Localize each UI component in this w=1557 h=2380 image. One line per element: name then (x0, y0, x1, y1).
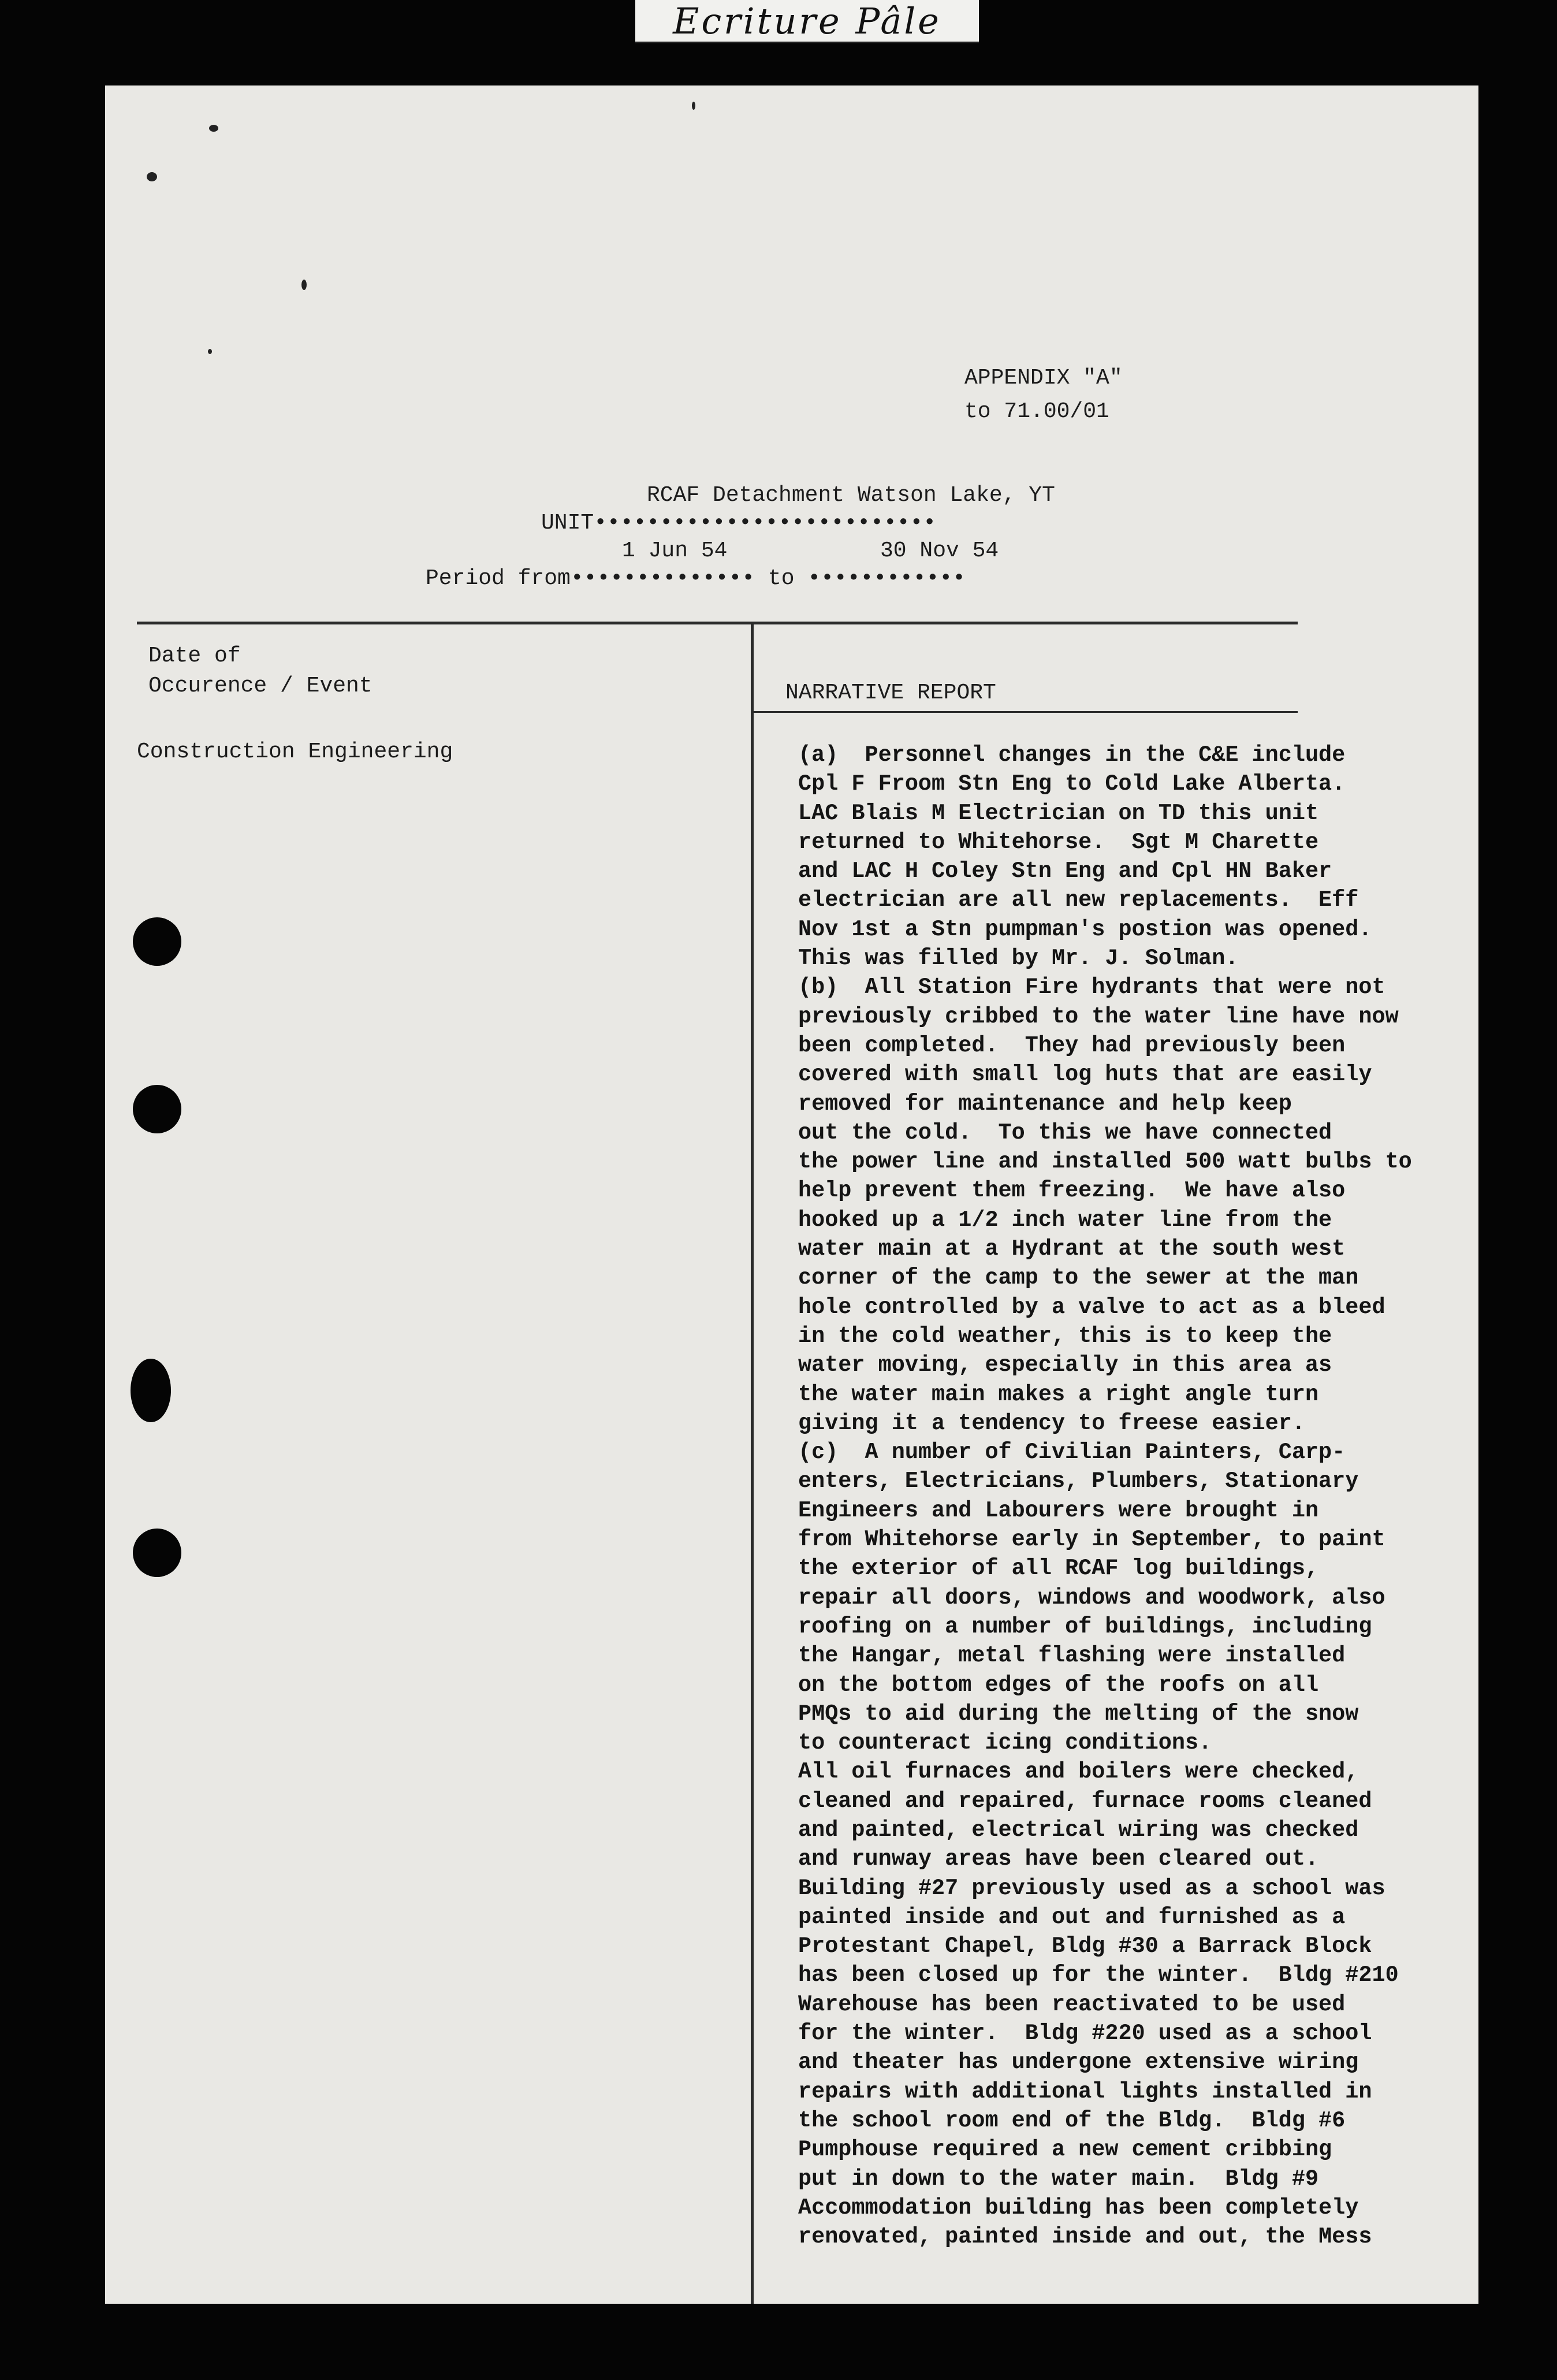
narrative-line: returned to Whitehorse. Sgt M Charette (798, 829, 1319, 855)
narrative-line: Engineers and Labourers were brought in (798, 1497, 1319, 1523)
narrative-line: electrician are all new replacements. Eff (798, 887, 1359, 913)
appendix-subtitle: to 71.00/01 (964, 399, 1109, 424)
narrative-line: the exterior of all RCAF log buildings, (798, 1556, 1319, 1582)
narrative-line: and theater has undergone extensive wiring (798, 2050, 1359, 2076)
punch-hole (133, 1085, 181, 1133)
narrative-line: Pumphouse required a new cement cribbing (798, 2137, 1332, 2163)
archive-tag-label: Ecriture Pâle (635, 0, 979, 43)
narrative-line: (a) Personnel changes in the C&E include (798, 742, 1346, 768)
speck-mark (692, 102, 695, 110)
unit-label: UNIT (541, 511, 594, 536)
narrative-line: Building #27 previously used as a school was (798, 1875, 1385, 1901)
narrative-line: painted inside and out and furnished as a (798, 1904, 1346, 1930)
speck-mark (208, 349, 212, 354)
narrative-line: and runway areas have been cleared out. (798, 1846, 1319, 1872)
column-header-narrative: NARRATIVE REPORT (785, 680, 996, 705)
narrative-line: Cpl F Froom Stn Eng to Cold Lake Alberta. (798, 771, 1346, 797)
column-header-date-line2: Occurence / Event (148, 674, 373, 698)
speck-mark (147, 172, 157, 181)
punch-hole (131, 1359, 171, 1422)
period-to-value: 30 Nov 54 (880, 538, 999, 563)
narrative-line: Nov 1st a Stn pumpman's postion was opened. (798, 916, 1372, 942)
narrative-line: hole controlled by a valve to act as a bleed (798, 1294, 1385, 1320)
narrative-line: for the winter. Bldg #220 used as a school (798, 2021, 1372, 2047)
narrative-line: in the cold weather, this is to keep the (798, 1323, 1332, 1349)
table-column-divider (751, 624, 754, 2304)
narrative-line: renovated, painted inside and out, the Mess (798, 2224, 1372, 2250)
column-header-date-line1: Date of (148, 644, 241, 668)
appendix-title: APPENDIX "A" (964, 366, 1123, 391)
period-from-value: 1 Jun 54 (622, 538, 728, 563)
narrative-line: from Whitehorse early in September, to paint (798, 1527, 1385, 1553)
punch-hole (133, 917, 181, 966)
period-label-line: Period from•••••••••••••• to •••••••••••• (426, 566, 966, 591)
narrative-line: covered with small log huts that are easily (798, 1062, 1372, 1088)
narrative-line: enters, Electricians, Plumbers, Stationary (798, 1468, 1359, 1494)
narrative-line: cleaned and repaired, furnace rooms cleaned (798, 1788, 1372, 1814)
narrative-line: roofing on a number of buildings, including (798, 1613, 1372, 1639)
narrative-line: PMQs to aid during the melting of the snow (798, 1701, 1359, 1727)
narrative-line: the power line and installed 500 watt bulbs to (798, 1149, 1412, 1175)
narrative-line: removed for maintenance and help keep (798, 1091, 1292, 1117)
speck-mark (301, 280, 307, 290)
narrative-line: (b) All Station Fire hydrants that were not (798, 975, 1385, 1001)
period-from-label: Period from (426, 566, 571, 591)
unit-value: RCAF Detachment Watson Lake, YT (647, 483, 1055, 508)
narrative-line: the Hangar, metal flashing were installed (798, 1643, 1346, 1669)
document-page (105, 85, 1478, 2304)
narrative-line: and painted, electrical wiring was checked (798, 1817, 1359, 1843)
narrative-line: water main at a Hydrant at the south west (798, 1236, 1346, 1262)
table-top-rule (137, 622, 1298, 624)
narrative-line: repair all doors, windows and woodwork, also (798, 1585, 1385, 1611)
unit-label-line: UNIT•••••••••••••••••••••••••• (541, 511, 937, 536)
narrative-line: the school room end of the Bldg. Bldg #6 (798, 2107, 1346, 2133)
narrative-line: to counteract icing conditions. (798, 1730, 1212, 1756)
column-header-date (148, 641, 373, 701)
narrative-line: water moving, especially in this area as (798, 1352, 1332, 1378)
narrative-line: repairs with additional lights installed in (798, 2078, 1372, 2104)
narrative-line: (c) A number of Civilian Painters, Carp- (798, 1440, 1346, 1466)
speck-mark (209, 125, 218, 132)
narrative-line: has been closed up for the winter. Bldg #210 (798, 1962, 1399, 1988)
period-to-label: to (768, 566, 795, 591)
entry-title: Construction Engineering (137, 739, 453, 764)
narrative-line: put in down to the water main. Bldg #9 (798, 2166, 1319, 2192)
narrative-line: This was filled by Mr. J. Solman. (798, 946, 1239, 972)
narrative-line: been completed. They had previously been (798, 1032, 1346, 1058)
narrative-line: giving it a tendency to freese easier. (798, 1410, 1305, 1436)
narrative-line: Protestant Chapel, Bldg #30 a Barrack Block (798, 1933, 1372, 1959)
narrative-line: previously cribbed to the water line have now (798, 1003, 1399, 1029)
narrative-line: Accommodation building has been completely (798, 2195, 1359, 2221)
narrative-line: hooked up a 1/2 inch water line from the (798, 1207, 1332, 1233)
narrative-line: and LAC H Coley Stn Eng and Cpl HN Baker (798, 858, 1332, 884)
narrative-line: on the bottom edges of the roofs on all (798, 1672, 1319, 1698)
narrative-line: LAC Blais M Electrician on TD this unit (798, 800, 1319, 826)
punch-hole (133, 1529, 181, 1577)
narrative-line: the water main makes a right angle turn (798, 1381, 1319, 1407)
narrative-line: out the cold. To this we have connected (798, 1120, 1332, 1146)
narrative-line: All oil furnaces and boilers were checked, (798, 1759, 1359, 1785)
narrative-report-body (798, 741, 1478, 2251)
appendix-reference (964, 362, 1123, 429)
narrative-line: help prevent them freezing. We have also (798, 1178, 1346, 1204)
narrative-header-rule (754, 711, 1298, 713)
narrative-line: corner of the camp to the sewer at the man (798, 1265, 1359, 1291)
narrative-line: Warehouse has been reactivated to be used (798, 1991, 1346, 2017)
